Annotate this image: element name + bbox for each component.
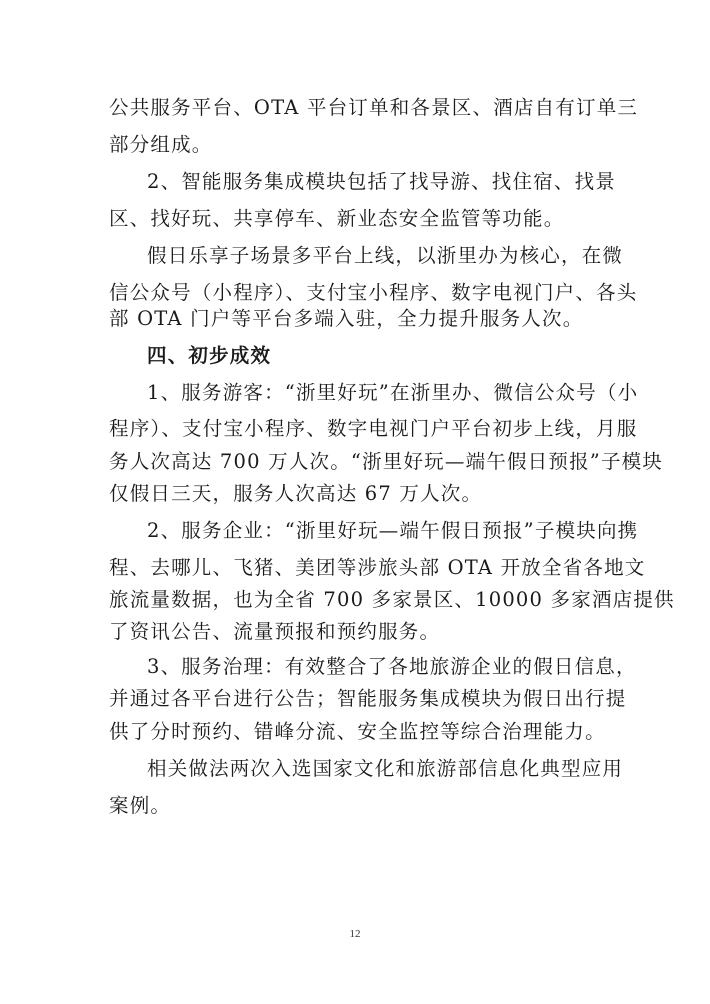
text-line: 信公众号（小程序）、支付宝小程序、数字电视门户、各头 xyxy=(109,281,638,304)
text-line: 部分组成。 xyxy=(109,133,213,156)
text-line: 假日乐享子场景多平台上线，以浙里办为核心，在微 xyxy=(147,244,624,267)
text-line: 区、找好玩、共享停车、新业态安全监管等功能。 xyxy=(109,207,565,230)
text-line: 务人次高达 700 万人次。“浙里好玩—端午假日预报”子模块 xyxy=(109,450,664,473)
section-heading: 四、初步成效 xyxy=(147,344,272,367)
page-number: 12 xyxy=(349,928,361,940)
text-line: 3、服务治理：有效整合了各地旅游企业的假日信息， xyxy=(147,655,637,678)
text-line: 仅假日三天，服务人次高达 67 万人次。 xyxy=(109,482,483,505)
text-line: 部 OTA 门户等平台多端入驻，全力提升服务人次。 xyxy=(109,307,584,330)
text-line: 1、服务游客：“浙里好玩”在浙里办、微信公众号（小 xyxy=(147,381,639,404)
text-line: 旅流量数据，也为全省 700 多家景区、10000 多家酒店提供 xyxy=(109,588,675,611)
text-line: 公共服务平台、OTA 平台订单和各景区、酒店自有订单三 xyxy=(109,96,639,119)
text-line: 程、去哪儿、飞猪、美团等涉旅头部 OTA 开放全省各地文 xyxy=(109,556,646,579)
text-line: 供了分时预约、错峰分流、安全监控等综合治理能力。 xyxy=(109,720,606,743)
text-line: 案例。 xyxy=(109,794,172,817)
text-line: 相关做法两次入选国家文化和旅游部信息化典型应用 xyxy=(147,757,624,780)
text-line: 并通过各平台进行公告；智能服务集成模块为假日出行提 xyxy=(109,687,627,710)
text-line: 2、智能服务集成模块包括了找导游、找住宿、找景 xyxy=(147,170,617,193)
text-line: 程序）、支付宝小程序、数字电视门户平台初步上线，月服 xyxy=(109,417,638,440)
text-line: 了资讯公告、流量预报和预约服务。 xyxy=(109,620,441,643)
text-line: 2、服务企业：“浙里好玩—端午假日预报”子模块向携 xyxy=(147,519,639,542)
